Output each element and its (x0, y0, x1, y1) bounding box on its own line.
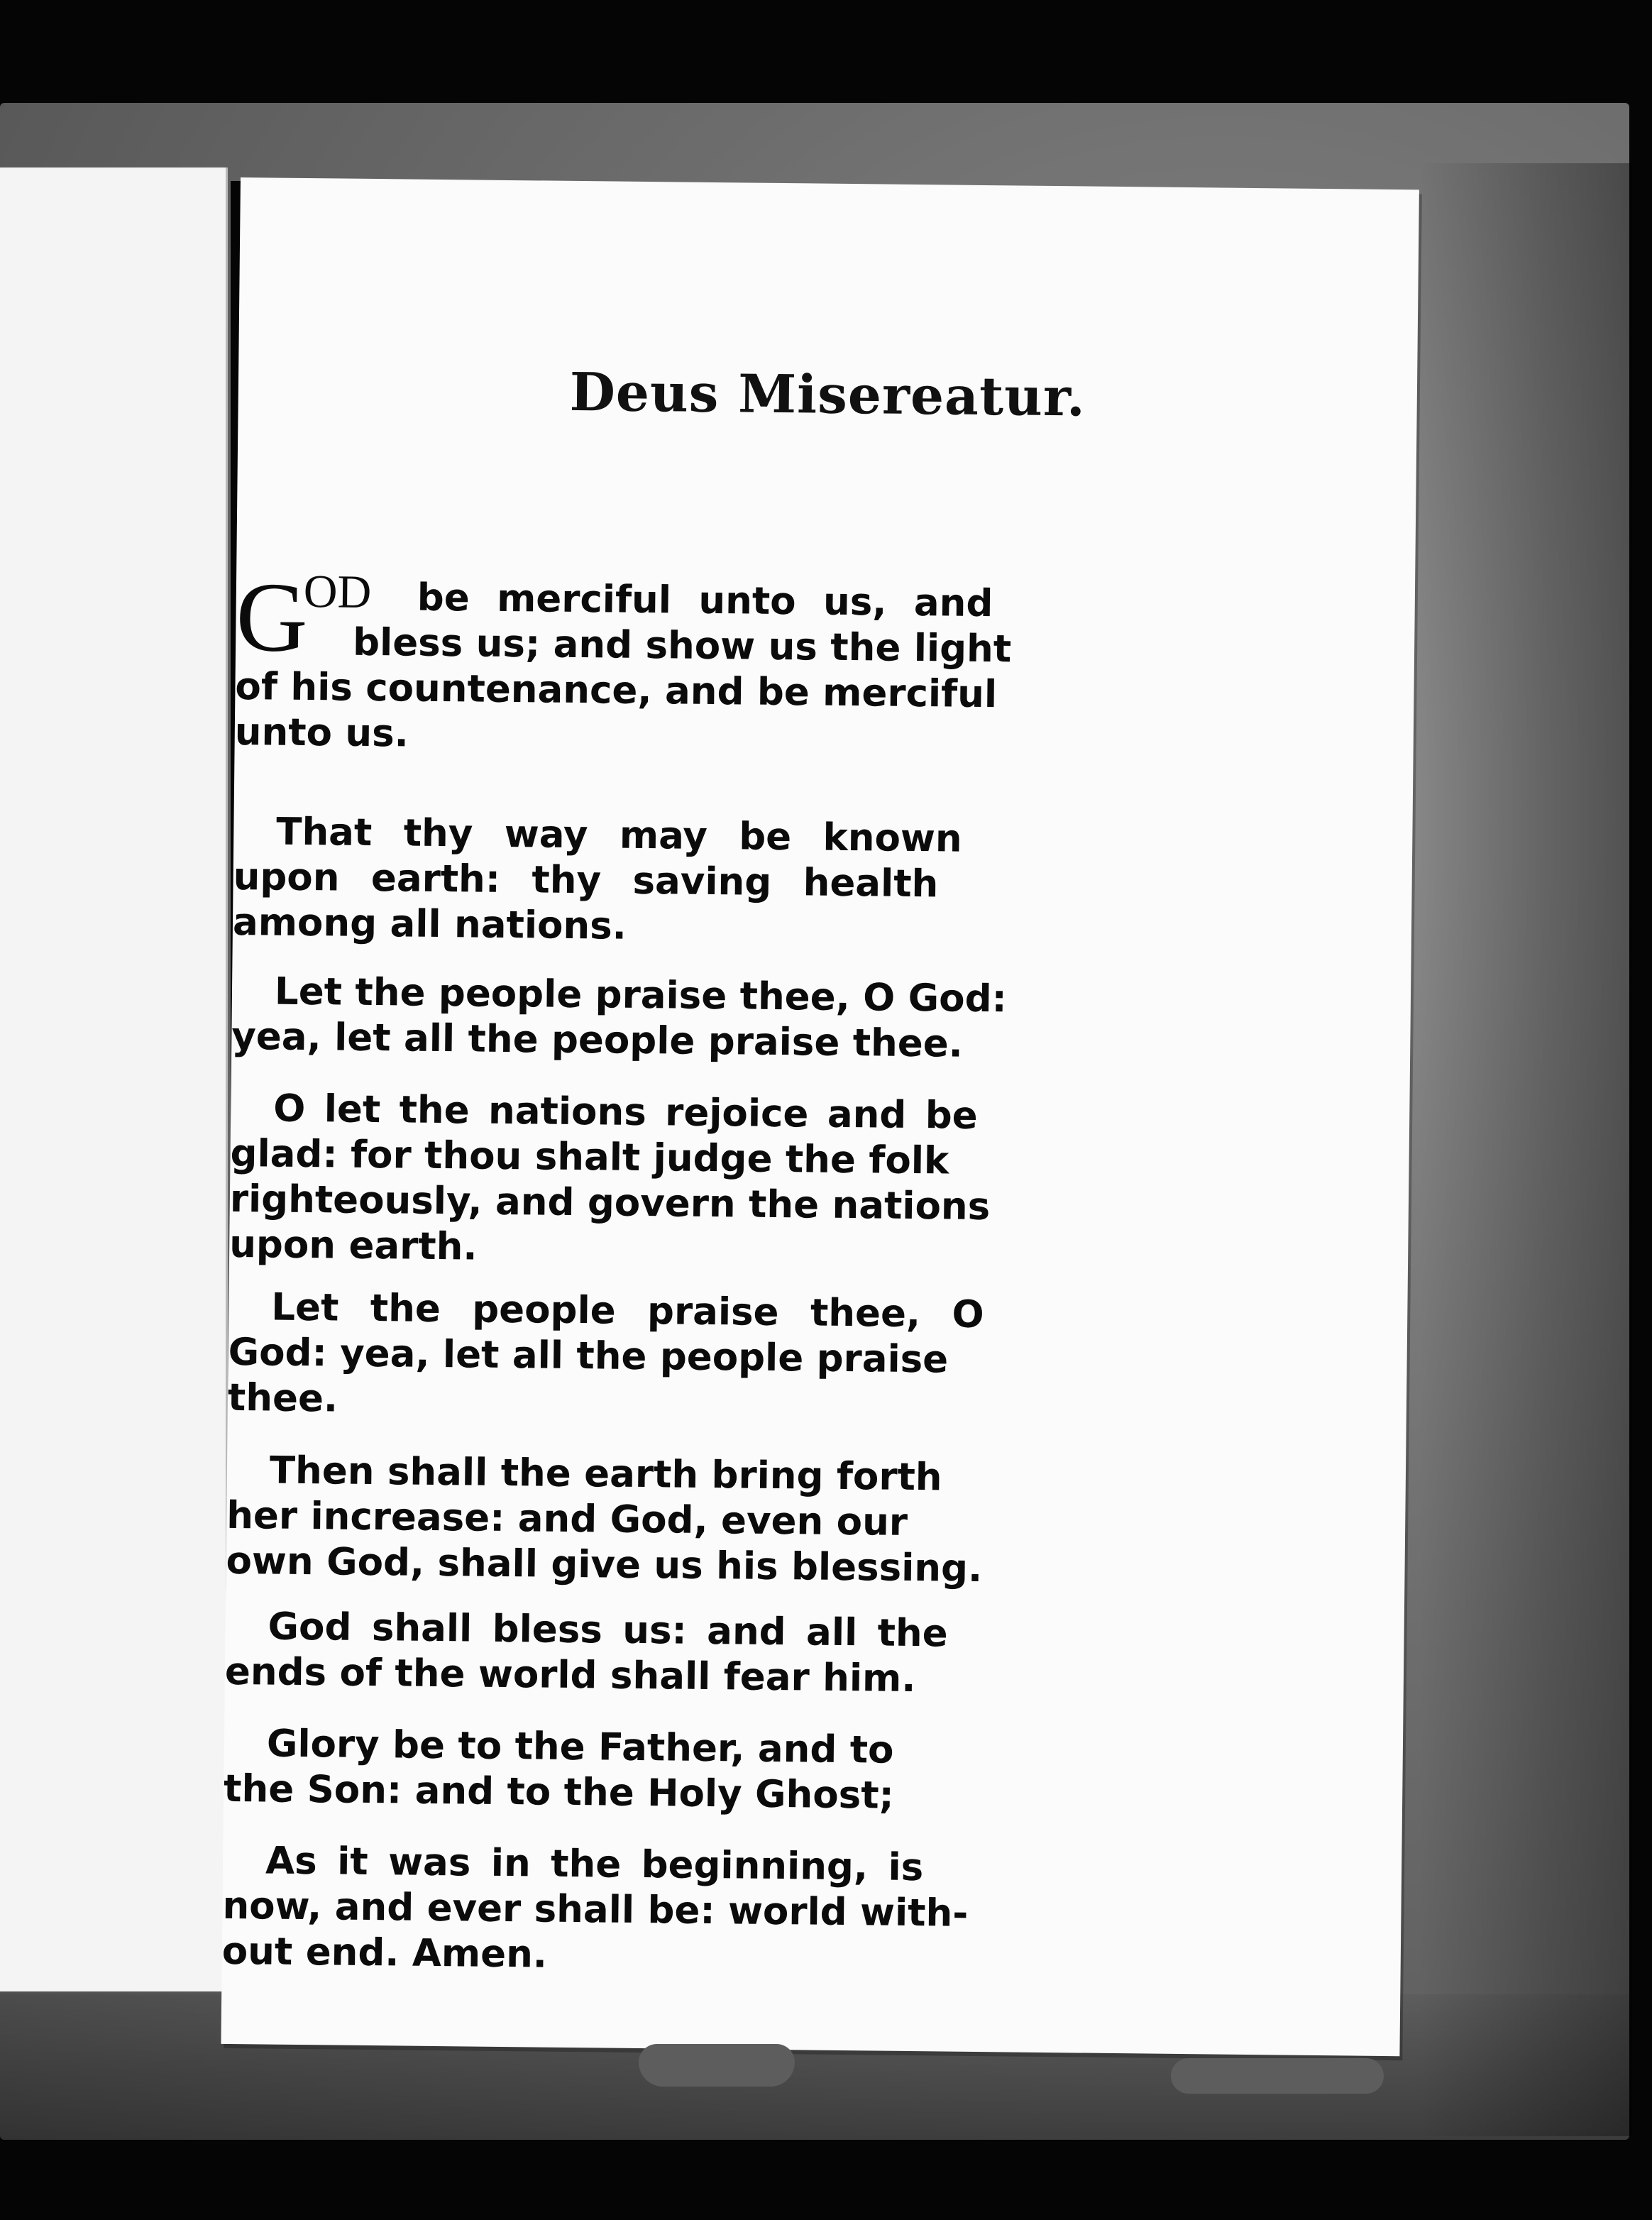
torn-edge (639, 2044, 795, 2087)
canticle-text (221, 440, 1416, 1977)
page-title: Deus Misereatur. (569, 361, 1086, 429)
verse-line: the Son: and to the Holy Ghost; (223, 1766, 895, 1818)
verse-line: unto us. (234, 710, 409, 756)
verse-line: As it was in the beginning, is (265, 1839, 924, 1890)
verse-line: her increase: and God, even our (226, 1493, 908, 1544)
left-facing-page (0, 167, 228, 1991)
verse-line: upon earth: thy saving health (233, 855, 939, 906)
verse-6 (226, 1448, 1406, 1591)
first-word-rest: OD (303, 565, 372, 618)
torn-edge (1171, 2058, 1384, 2094)
verse-line: own God, shall give us his blessing. (226, 1539, 983, 1591)
verse-line: Let the people praise thee, O God: (274, 969, 1008, 1021)
verse-line: yea, let all the people praise thee. (231, 1014, 964, 1066)
mount-shadow (1419, 163, 1632, 2136)
verse-line: Glory be to the Father, and to (266, 1722, 894, 1772)
verse-line: God: yea, let all the people praise (228, 1330, 949, 1382)
verse-line: thee. (227, 1375, 338, 1421)
verse-line: of his countenance, and be merciful (235, 664, 998, 717)
verse-line: now, and ever shall be: world with- (222, 1884, 969, 1935)
verse-line: righteously, and govern the nations (229, 1177, 991, 1229)
verse-line: That thy way may be known (276, 810, 963, 861)
verse-line: Let the people praise thee, O (271, 1285, 984, 1337)
verse-line: glad: for thou shalt judge the folk (230, 1131, 949, 1183)
booklet-page (221, 177, 1419, 2056)
verse-5 (227, 1285, 1408, 1421)
verse-line: bless us; and show us the light (352, 620, 1012, 671)
verse-7 (224, 1604, 1404, 1701)
verse-line: Then shall the earth bring forth (269, 1449, 942, 1500)
verse-line: among all nations. (232, 900, 627, 948)
verse-line: upon earth. (228, 1222, 478, 1269)
verse-line: O let the nations rejoice and be (272, 1087, 978, 1138)
verse-2 (232, 809, 1413, 948)
verse-line: out end. Amen. (221, 1929, 548, 1977)
verse-line: be merciful unto us, and (417, 576, 993, 626)
verse-9 (221, 1838, 1402, 1977)
verse-line: God shall bless us: and all the (268, 1605, 948, 1656)
verse-1 (234, 561, 1415, 756)
drop-cap: G (235, 561, 309, 674)
verse-8 (223, 1721, 1403, 1818)
verse-line: ends of the world shall fear him. (224, 1649, 916, 1701)
verse-4 (228, 1086, 1410, 1269)
verse-3 (231, 969, 1411, 1066)
